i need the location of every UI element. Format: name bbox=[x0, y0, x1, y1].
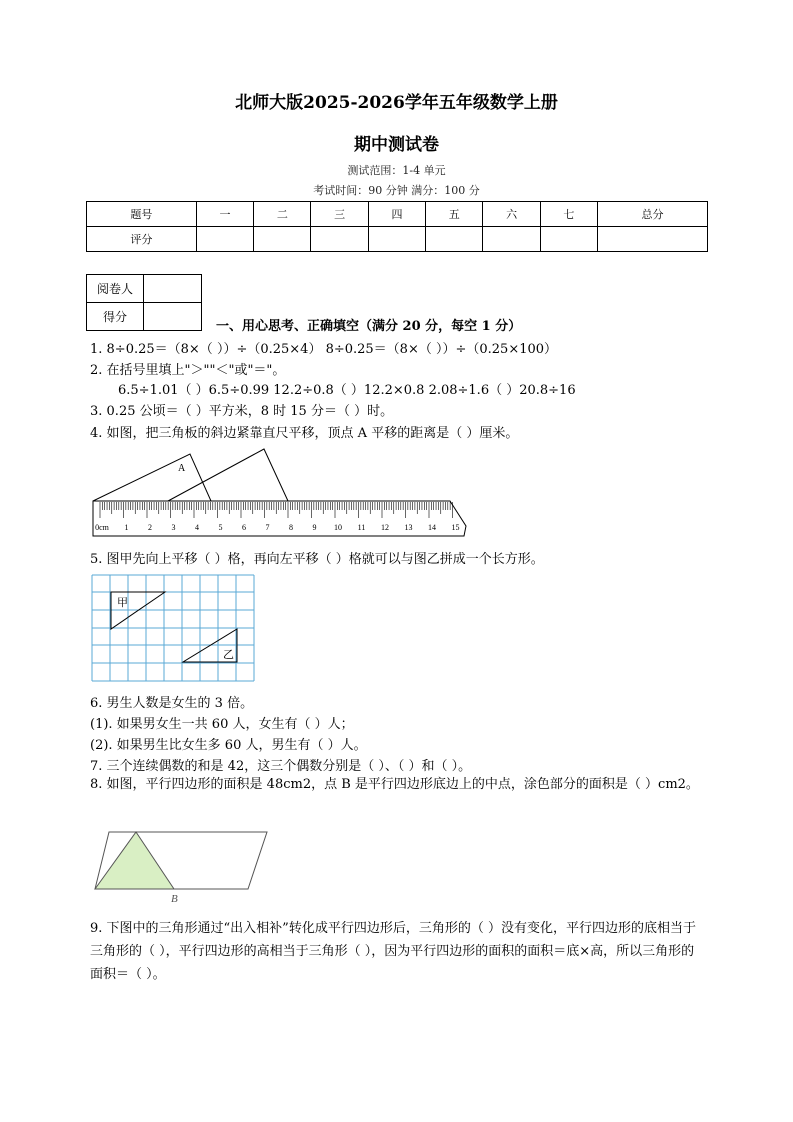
page-subtitle: 期中测试卷 bbox=[354, 135, 439, 155]
question-5: 5. 图甲先向上平移（ ）格，再向左平移（ ）格就可以与图乙拼成一个长方形。 bbox=[90, 552, 544, 567]
score-row-label: 评分 bbox=[87, 227, 197, 252]
question-6: 6. 男生人数是女生的 3 倍。 bbox=[90, 696, 254, 711]
parallelogram-figure bbox=[92, 826, 272, 906]
score-header-cell: 三 bbox=[311, 202, 368, 227]
score-header-cell: 七 bbox=[540, 202, 597, 227]
ruler-number: 6 bbox=[242, 523, 246, 532]
score-header-cell: 六 bbox=[483, 202, 540, 227]
question-3: 3. 0.25 公顷＝（ ）平方米，8 时 15 分＝（ ）时。 bbox=[90, 404, 394, 419]
score-cell[interactable] bbox=[368, 227, 425, 252]
grid-figure bbox=[91, 574, 257, 684]
score-header-cell: 二 bbox=[254, 202, 311, 227]
question-6-part-1: (1). 如果男女生一共 60 人，女生有（ ）人； bbox=[90, 717, 354, 732]
score-value-cell[interactable] bbox=[144, 303, 202, 331]
score-header-cell: 总分 bbox=[598, 202, 708, 227]
label-jia: 甲 bbox=[117, 596, 128, 609]
triangle-left bbox=[93, 454, 211, 501]
score-header-cell: 五 bbox=[426, 202, 483, 227]
ruler-number: 12 bbox=[381, 523, 389, 532]
score-cell[interactable] bbox=[598, 227, 708, 252]
ruler-number: 9 bbox=[312, 523, 317, 532]
score-cell[interactable] bbox=[483, 227, 540, 252]
ruler-number: 14 bbox=[428, 523, 436, 532]
test-range: 测试范围：1-4 单元 bbox=[347, 164, 446, 177]
score-table bbox=[86, 201, 708, 252]
ruler-number: 1 bbox=[124, 523, 129, 532]
question-7: 7. 三个连续偶数的和是 42，这三个偶数分别是（ ）、（ ）和（ ）。 bbox=[90, 759, 472, 774]
ruler-triangle-figure bbox=[90, 446, 475, 538]
ruler-numbers bbox=[95, 523, 459, 532]
label-yi: 乙 bbox=[223, 648, 234, 661]
score-table-score-row bbox=[87, 227, 708, 252]
score-cell[interactable] bbox=[540, 227, 597, 252]
ruler-number: 10 bbox=[334, 523, 342, 532]
question-2-items: 6.5÷1.01（ ）6.5÷0.99 12.2÷0.8（ ）12.2×0.8 2.08÷1.6（ ）20.8÷16 bbox=[118, 383, 576, 398]
question-4: 4. 如图，把三角板的斜边紧靠直尺平移，顶点 A 平移的距离是（ ）厘米。 bbox=[90, 426, 519, 441]
ruler-number: 15 bbox=[451, 523, 460, 532]
score-table-header-row bbox=[87, 202, 708, 227]
score-label: 得分 bbox=[87, 303, 144, 331]
reader-label: 阅卷人 bbox=[87, 275, 144, 303]
ruler-number: 11 bbox=[357, 523, 366, 532]
reader-cell[interactable] bbox=[144, 275, 202, 303]
triangle-right bbox=[168, 449, 288, 501]
score-header-cell: 一 bbox=[196, 202, 253, 227]
score-header-cell: 四 bbox=[368, 202, 425, 227]
page-title: 北师大版2025-2026学年五年级数学上册 bbox=[235, 93, 558, 113]
ruler-number: 4 bbox=[195, 523, 199, 532]
grid-lines bbox=[92, 575, 254, 681]
section-1-heading: 一、用心思考、正确填空（满分 20 分，每空 1 分） bbox=[216, 319, 522, 334]
ruler-number: 3 bbox=[171, 523, 176, 532]
score-cell[interactable] bbox=[426, 227, 483, 252]
point-b-label: B bbox=[171, 893, 178, 905]
ruler-number: 5 bbox=[218, 523, 223, 532]
question-2: 2. 在括号里填上"＞""＜"或"＝"。 bbox=[90, 363, 286, 378]
question-1: 1. 8÷0.25＝（8×（ ））÷（0.25×4） 8÷0.25＝（8×（ ））÷（0.25×100） bbox=[90, 342, 558, 357]
question-6-part-2: (2). 如果男生比女生多 60 人，男生有（ ）人。 bbox=[90, 738, 367, 753]
ruler-number: 13 bbox=[404, 523, 413, 532]
ruler-unit-label: 0cm bbox=[95, 523, 109, 532]
score-cell[interactable] bbox=[196, 227, 253, 252]
question-8: 8. 如图，平行四边形的面积是 48cm2，点 B 是平行四边形底边上的中点，涂色部分的面积是（ ）cm2。 bbox=[90, 777, 699, 792]
question-9: 9. 下图中的三角形通过“出入相补”转化成平行四边形后，三角形的（ ）没有变化，平行四边形的底相当于三角形的（ ），平行四边形的高相当于三角形（ ），因为平行四边形的面积的面积＝底×高，所以三角形的面积＝（ ）。 bbox=[90, 921, 696, 982]
test-time-score: 考试时间：90 分钟 满分：100 分 bbox=[313, 184, 480, 197]
reader-box bbox=[86, 274, 202, 331]
score-header-cell: 题号 bbox=[87, 202, 197, 227]
ruler-number: 7 bbox=[265, 523, 270, 532]
ruler-number: 2 bbox=[148, 523, 152, 532]
score-cell[interactable] bbox=[254, 227, 311, 252]
ruler-number: 8 bbox=[289, 523, 293, 532]
vertex-a-label: A bbox=[178, 463, 186, 474]
ruler-ticks bbox=[100, 502, 453, 518]
score-cell[interactable] bbox=[311, 227, 368, 252]
